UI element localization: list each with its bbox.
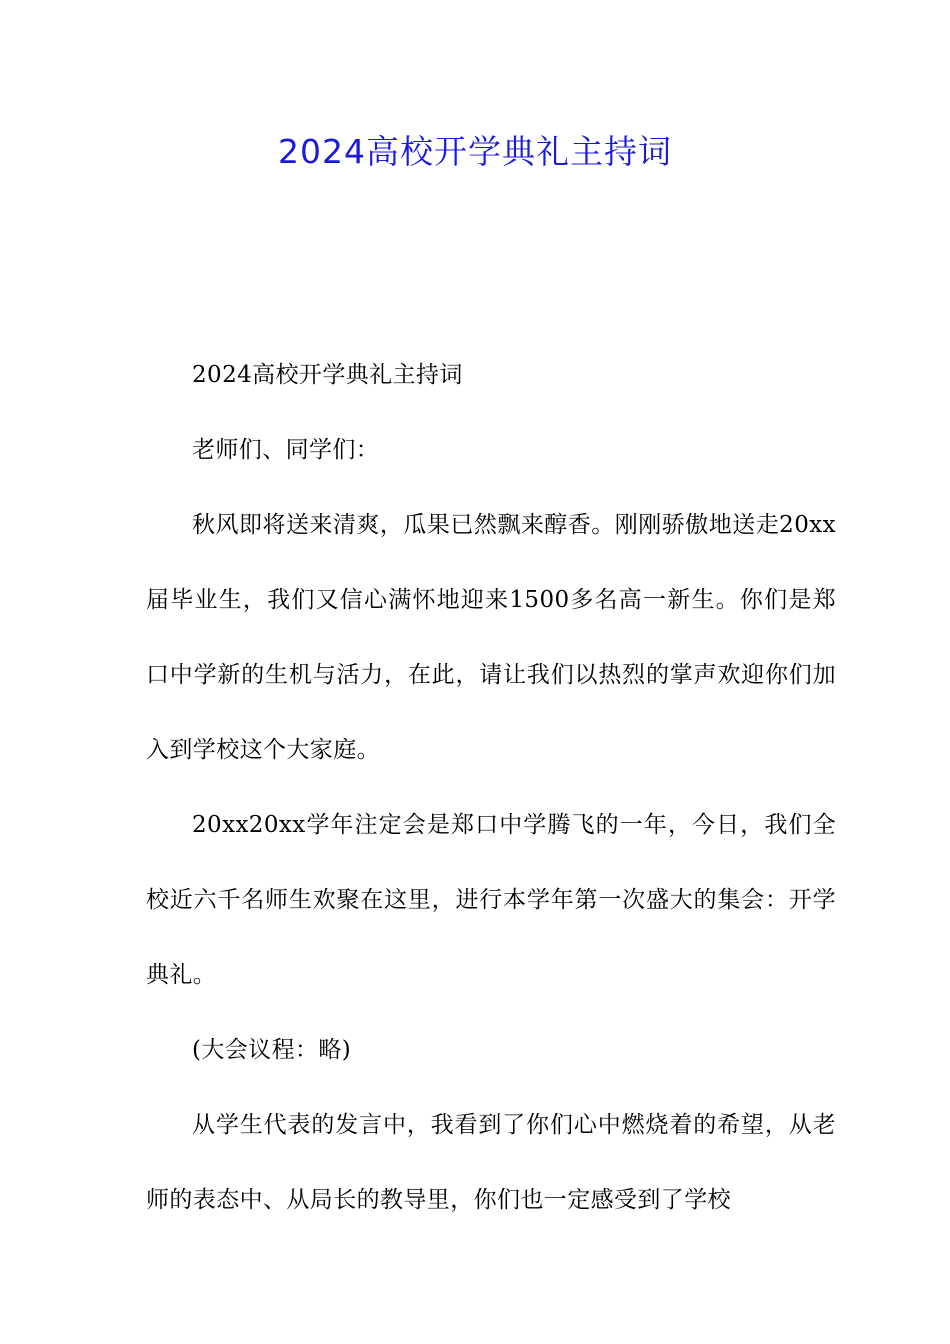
- document-body: [146, 338, 836, 1238]
- paragraph-agenda: (大会议程：略): [192, 1037, 352, 1063]
- paragraph-salutation: 老师们、同学们：: [192, 437, 380, 463]
- paragraph-ceremony: 20xx20xx学年注定会是郑口中学腾飞的一年，今日，我们全校近六千名师生欢聚在这里，进行本学年第一次盛大的集会：开学典礼。: [146, 812, 836, 988]
- paragraph-heading: 2024高校开学典礼主持词: [192, 362, 463, 388]
- paragraph-welcome: 秋风即将送来清爽，瓜果已然飘来醇香。刚刚骄傲地送走20xx届毕业生，我们又信心满怀地迎来1500多名高一新生。你们是郑口中学新的生机与活力，在此，请让我们以热烈的掌声欢迎你们加入到学校这个大家庭。: [146, 512, 836, 763]
- paragraph-reflection: 从学生代表的发言中，我看到了你们心中燃烧着的希望，从老师的表态中、从局长的教导里，你们也一定感受到了学校: [146, 1112, 836, 1213]
- document-title: 2024高校开学典礼主持词: [278, 132, 672, 171]
